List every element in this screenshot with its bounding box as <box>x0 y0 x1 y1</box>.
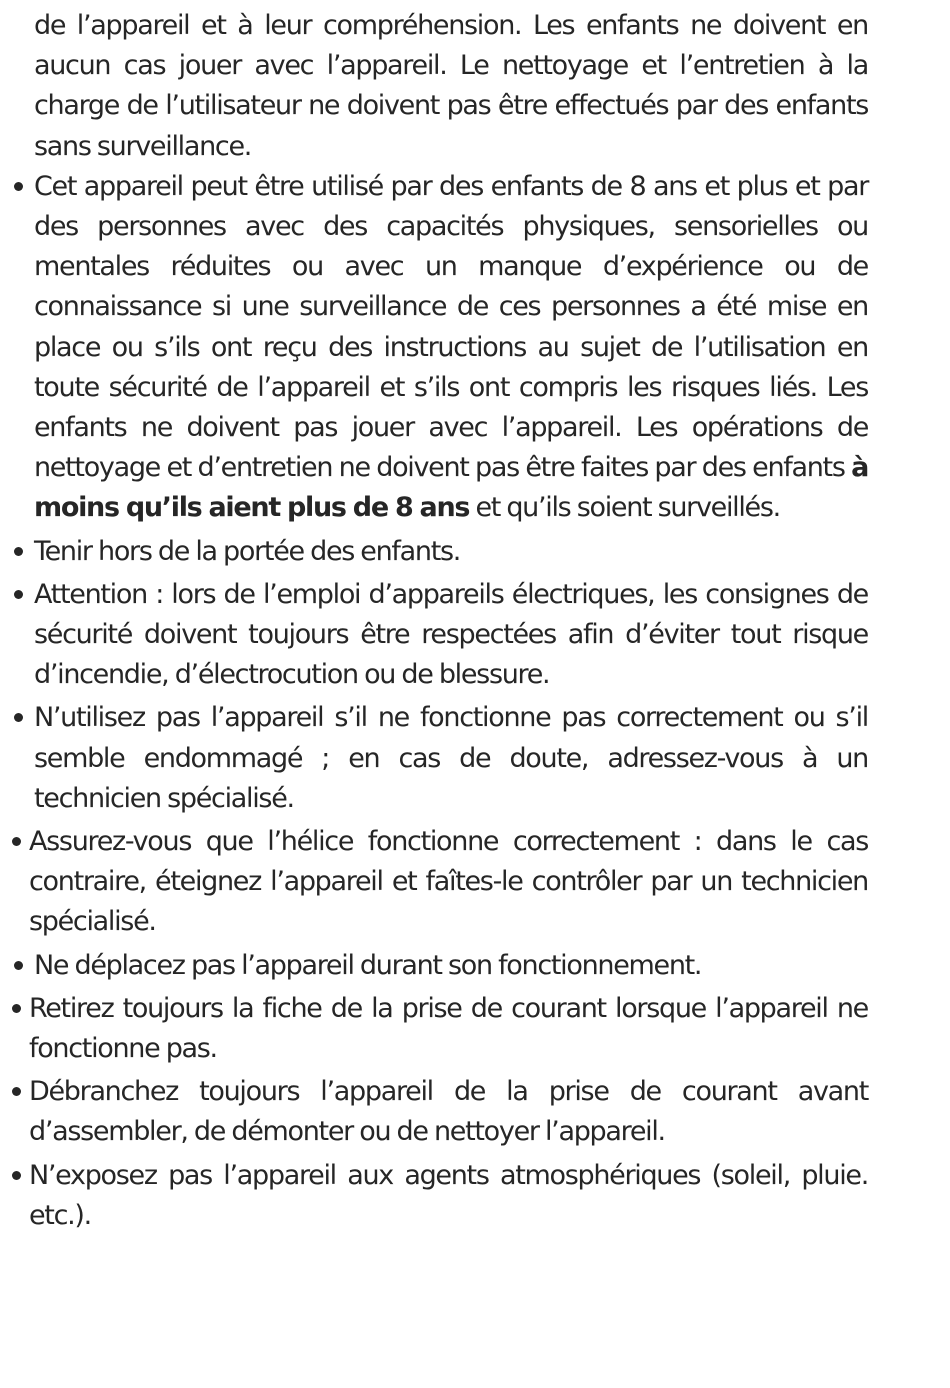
list-item-text: Débranchez toujours l’appareil de la prise de courant avant d’assembler, de démonter ou de nettoyer l’appareil. <box>29 1076 868 1148</box>
list-item <box>0 946 868 986</box>
intro-paragraph <box>0 6 868 167</box>
bullet-icon <box>12 1171 21 1180</box>
list-item-text-part: et qu’ils soient surveillés. <box>469 492 780 524</box>
bullet-icon <box>14 590 23 599</box>
list-item <box>0 822 868 943</box>
list-item-text: Tenir hors de la portée des enfants. <box>34 535 461 567</box>
bullet-icon <box>12 1004 21 1013</box>
list-item-text <box>34 171 868 524</box>
list-item-text: N’utilisez pas l’appareil s’il ne fonctionne pas correctement ou s’il semble endommagé ; en cas de doute, adressez-vous à un technicien spécialisé. <box>34 702 868 814</box>
bullet-icon <box>14 713 23 722</box>
list-item-text: Attention : lors de l’emploi d’appareils électriques, les consignes de sécurité doivent toujours être respectées afin d’éviter tout risque d’incendie, d’électrocution ou de blessure. <box>34 578 868 691</box>
list-item-text: Assurez-vous que l’hélice fonctionne correctement : dans le cas contraire, éteignez l’appareil et faîtes-le contrôler par un technicien spécialisé. <box>29 826 868 938</box>
list-item <box>0 989 868 1069</box>
list-item <box>0 167 868 529</box>
bullet-icon <box>12 1087 21 1096</box>
bullet-icon <box>14 182 23 191</box>
list-item <box>0 575 868 696</box>
list-item-text: N’exposez pas l’appareil aux agents atmosphériques (soleil, pluie. etc.). <box>29 1159 868 1231</box>
list-item <box>0 1072 868 1152</box>
list-item-text: Retirez toujours la fiche de la prise de courant lorsque l’appareil ne fonctionne pas. <box>29 992 868 1065</box>
list-item <box>0 698 868 819</box>
list-item <box>0 1156 868 1236</box>
intro-text: de l’appareil et à leur compréhension. Les enfants ne doivent en aucun cas jouer avec l’appareil. Le nettoyage et l’entretien à la charge de l’utilisateur ne doivent pas être effectués par des enfants sans surveillance. <box>34 10 868 162</box>
list-item-text: Ne déplacez pas l’appareil durant son fonctionnement. <box>34 949 702 981</box>
safety-instructions-page <box>0 6 950 1239</box>
bullet-icon <box>12 837 21 846</box>
list-item <box>0 532 868 572</box>
list-item-bold-text: à moins qu’ils aient plus de 8 ans <box>34 452 868 524</box>
bullet-icon <box>14 961 23 970</box>
list-item-text-part: Cet appareil peut être utilisé par des enfants de 8 ans et plus et par des personnes avec des capacités physiques, sensorielles ou mentales réduites ou avec un manque d’expérience ou de connaissance si une surveillance de ces personnes a été mise en place ou s’ils ont reçu des instructions au sujet de l’utilisation en toute sécurité de l’appareil et s’ils ont compris les risques liés. Les enfants ne doivent pas jouer avec l’appareil. Les opérations de nettoyage et d’entretien ne doivent pas être faites par des enfants <box>34 170 868 484</box>
bullet-icon <box>14 547 23 556</box>
